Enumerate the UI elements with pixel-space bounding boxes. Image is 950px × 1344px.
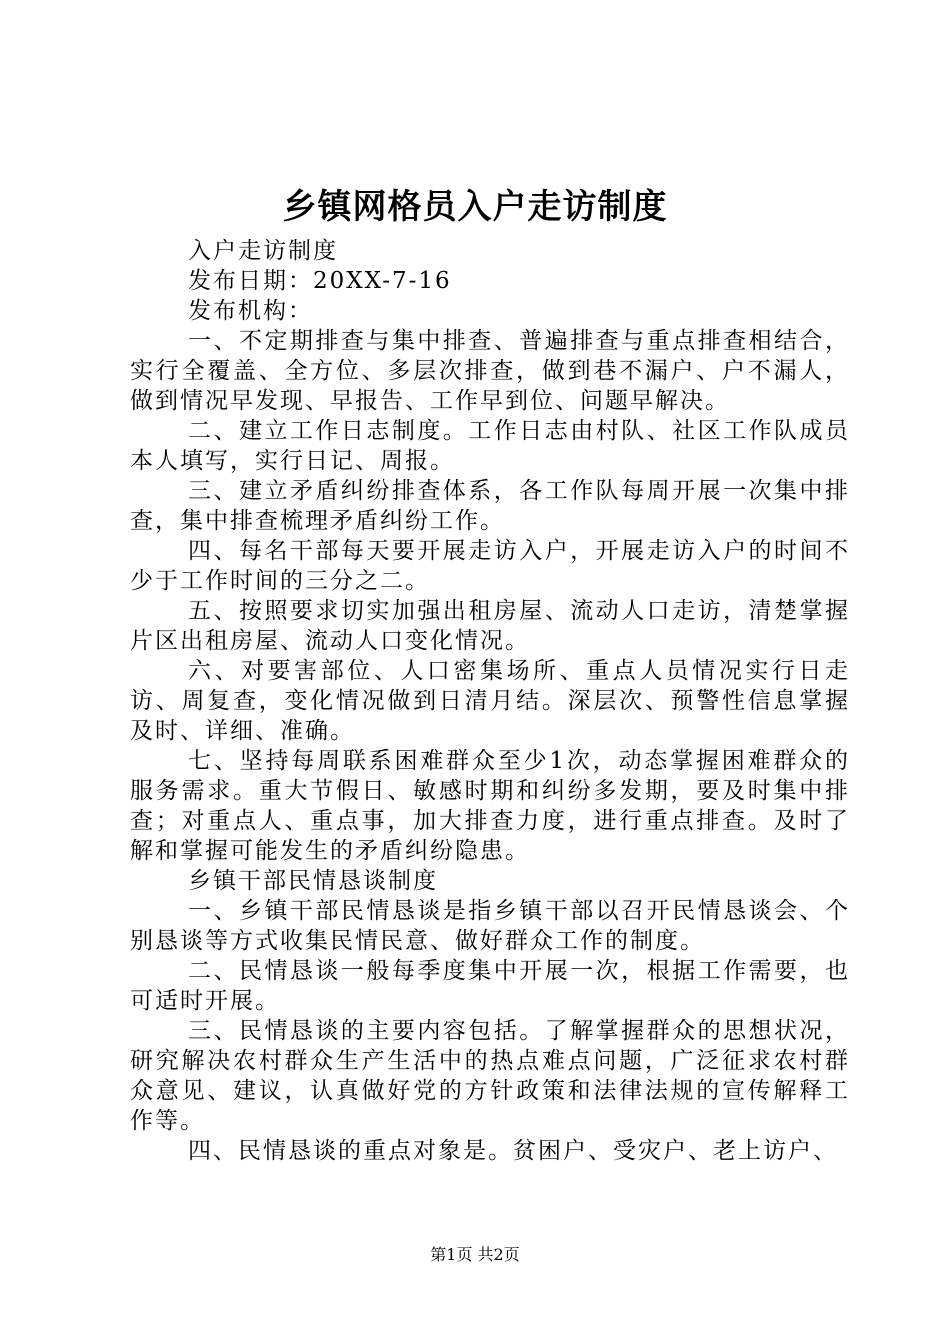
paragraph: 四、每名干部每天要开展走访入户，开展走访入户的时间不少于工作时间的三分之二。 (130, 538, 850, 594)
paragraph: 四、民情恳谈的重点对象是。贫困户、受灾户、老上访户、 (188, 1138, 838, 1164)
paragraph: 发布机构： (188, 298, 313, 324)
paragraph: 发布日期：20XX-7-16 (188, 268, 452, 294)
paragraph: 七、坚持每周联系困难群众至少1次，动态掌握困难群众的服务需求。重大节假日、敏感时期和纠纷多发期，要及时集中排查；对重点人、重点事，加大排查力度，进行重点排查。及时了解和掌握可能发生的矛盾纠纷隐患。 (130, 748, 850, 864)
paragraph: 二、民情恳谈一般每季度集中开展一次，根据工作需要，也可适时开展。 (130, 958, 850, 1014)
document-body (130, 236, 850, 1166)
paragraph: 二、建立工作日志制度。工作日志由村队、社区工作队成员本人填写，实行日记、周报。 (130, 418, 850, 474)
paragraph: 入户走访制度 (188, 238, 338, 264)
section-heading: 乡镇干部民情恳谈制度 (188, 868, 438, 894)
paragraph: 三、民情恳谈的主要内容包括。了解掌握群众的思想状况，研究解决农村群众生产生活中的热点难点问题，广泛征求农村群众意见、建议，认真做好党的方针政策和法律法规的宣传解释工作等。 (130, 1018, 850, 1134)
paragraph: 六、对要害部位、人口密集场所、重点人员情况实行日走访、周复查，变化情况做到日清月结。深层次、预警性信息掌握及时、详细、准确。 (130, 658, 850, 744)
page-footer: 第1页 共2页 (430, 1245, 520, 1264)
paragraph: 一、乡镇干部民情恳谈是指乡镇干部以召开民情恳谈会、个别恳谈等方式收集民情民意、做好群众工作的制度。 (130, 898, 850, 954)
paragraph: 一、不定期排查与集中排查、普遍排查与重点排查相结合，实行全覆盖、全方位、多层次排查，做到巷不漏户、户不漏人，做到情况早发现、早报告、工作早到位、问题早解决。 (130, 328, 850, 414)
paragraph: 三、建立矛盾纠纷排查体系，各工作队每周开展一次集中排查，集中排查梳理矛盾纠纷工作。 (130, 478, 850, 534)
paragraph: 五、按照要求切实加强出租房屋、流动人口走访，清楚掌握片区出租房屋、流动人口变化情况。 (130, 598, 850, 654)
document-title: 乡镇网格员入户走访制度 (282, 187, 668, 227)
